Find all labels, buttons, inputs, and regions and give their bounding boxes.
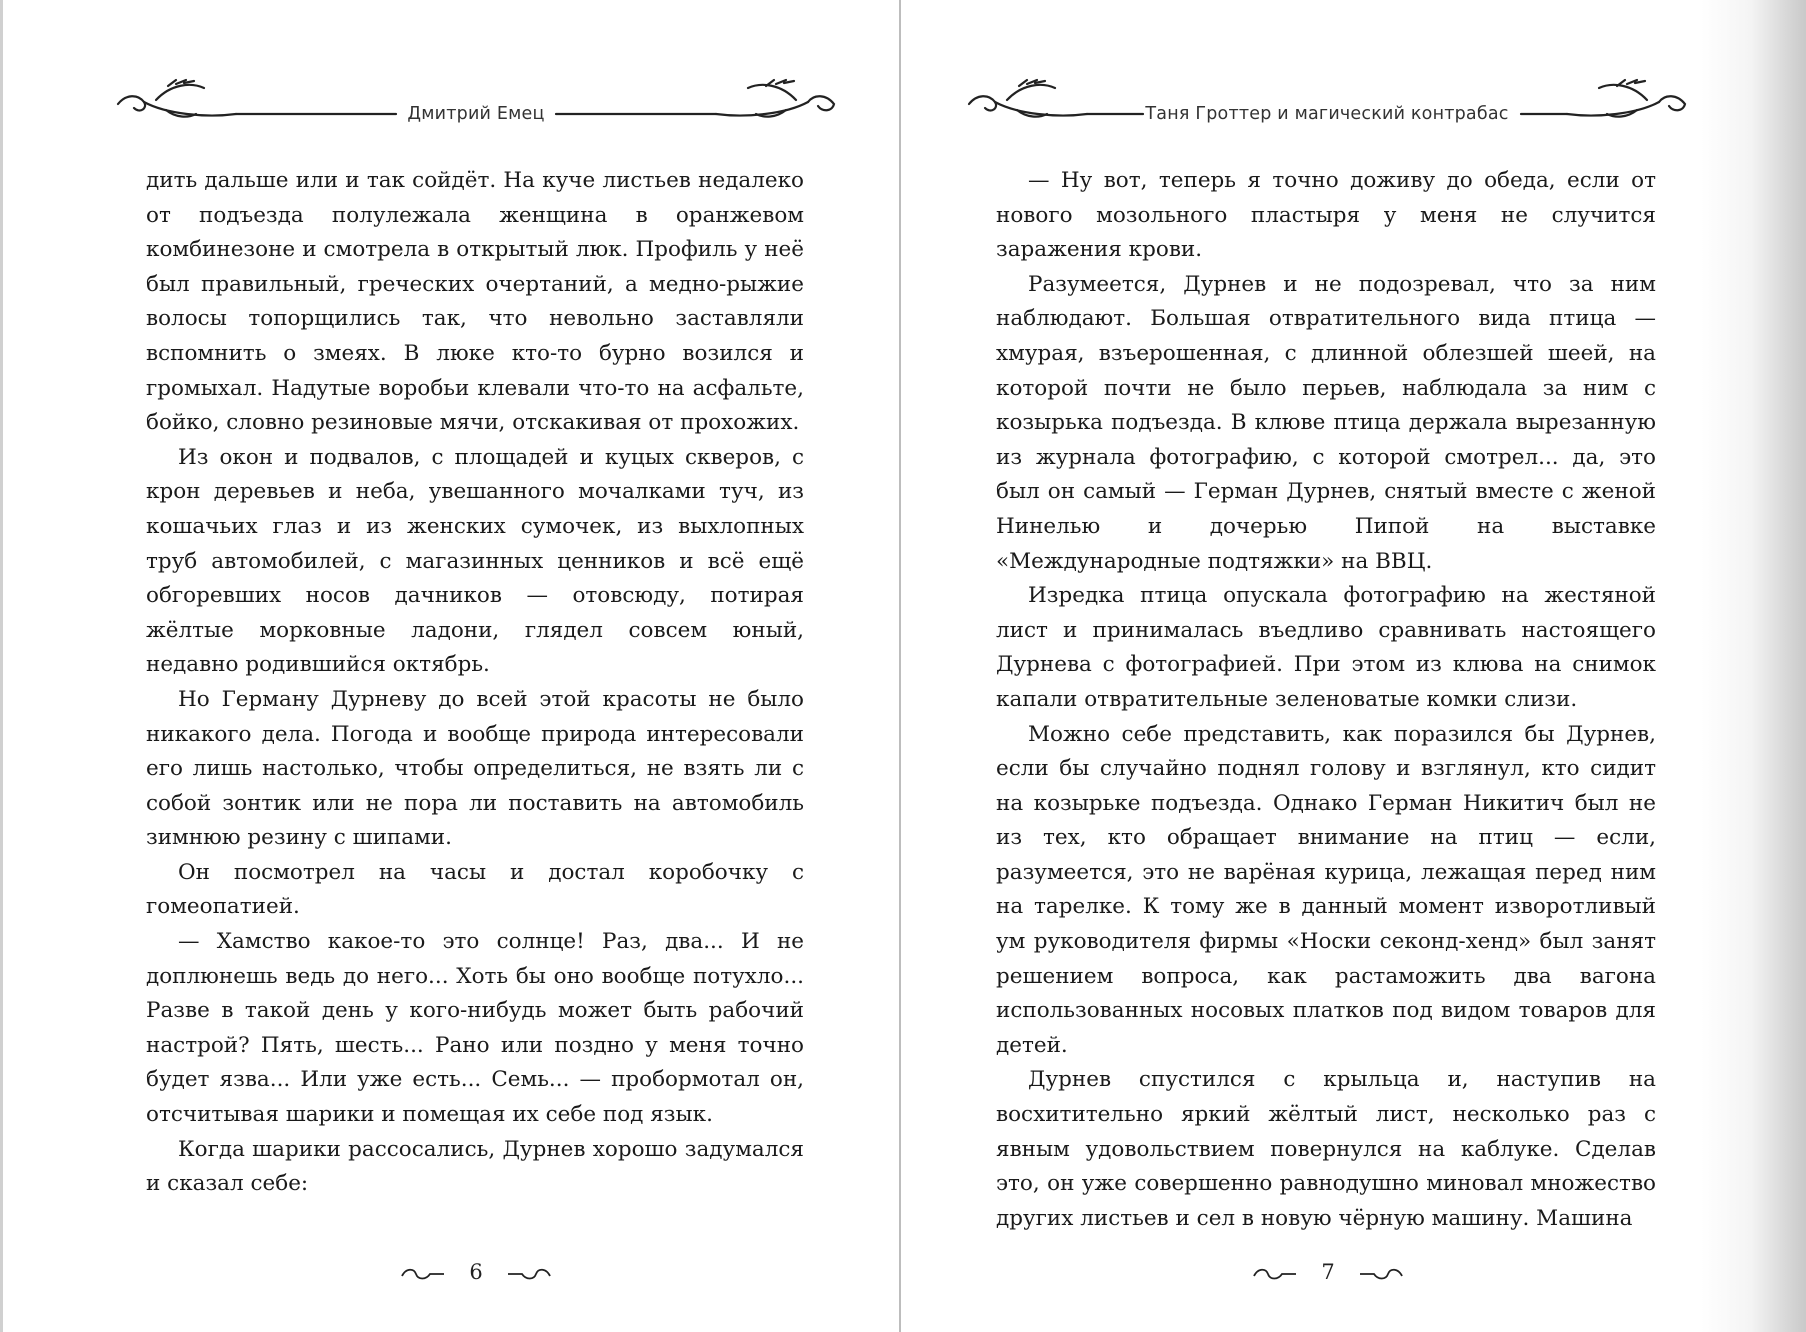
left-page-body <box>146 164 804 1202</box>
paragraph: Но Герману Дурневу до всей этой красоты не было никакого дела. Погода и вообще природа интересовали его лишь настолько, чтобы определиться, не взять ли с собой зонтик или не пора ли поставить на автомобиль зимнюю резину с шипами. <box>146 686 804 851</box>
right-page-header <box>967 74 1687 124</box>
paragraph: — Ну вот, теперь я точно доживу до обеда, если от нового мозольного пластыря у меня не случится заражения крови. <box>996 168 1656 263</box>
paragraph: Разумеется, Дурнев и не подозревал, что за ним наблюдают. Большая отвратительного вида птица — хмурая, взъерошенная, с длинной облезшей шеей, на которой почти не было перьев, наблюдала за ним с козырька подъезда. В клюве птица держала вырезанную из журнала фотографию, с которой смотрел... да, это был он самый — Герман Дурнев, снятый вместе с женой Нинелью и дочерью Пипой на выставке «Международные подтяжки» на ВВЦ. <box>996 271 1656 574</box>
paragraph: Он посмотрел на часы и достал коробочку с гомеопатией. <box>146 859 804 920</box>
page-number-flourish-icon <box>1358 1266 1404 1286</box>
running-header-title: Таня Гроттер и магический контрабас <box>1145 104 1509 124</box>
page-number-flourish-icon <box>506 1266 552 1286</box>
paragraph: Дурнев спустился с крыльца и, наступив на восхитительно яркий жёлтый лист, несколько раз с явным удовольствием повернулся на каблуке. Сделав это, он уже совершенно равнодушно миновал множество других листьев и сел в новую чёрную машину. Машина <box>996 1067 1656 1231</box>
right-page-body <box>996 164 1656 1236</box>
paragraph: Изредка птица опускала фотографию на жестяной лист и принималась въедливо сравнивать настоящего Дурнева с фотографией. При этом из клюва на снимок капали отвратительные зеленоватые комки слизи. <box>996 583 1656 712</box>
page-number: 7 <box>1321 1260 1335 1284</box>
paragraph: Можно себе представить, как поразился бы Дурнев, если бы случайно поднял голову и взглянул, кто сидит на козырьке подъезда. Однако Герман Никитич был не из тех, кто обращает внимание на птиц — если, разумеется, это не варёная курица, лежащая перед ним на тарелке. К тому же в данный момент изворотливый ум руководителя фирмы «Носки секонд-хенд» был занят решением вопроса, как растаможить два вагона использованных носовых платков под видом товаров для детей. <box>996 721 1656 1058</box>
left-page <box>0 0 900 1332</box>
right-page <box>901 0 1806 1332</box>
page-edge <box>0 0 3 1332</box>
paragraph: Из окон и подвалов, с площадей и куцых скверов, с крон деревьев и неба, увешанного мочалками туч, из кошачьих глаз и из женских сумочек, из выхлопных труб автомобилей, с магазинных ценников и всё ещё обгоревших носов дачников — отовсюду, потирая жёлтые морковные ладони, глядел совсем юный, недавно родившийся октябрь. <box>146 444 804 678</box>
page-number-right <box>1248 1258 1408 1288</box>
page-number: 6 <box>469 1260 483 1284</box>
running-header-title: Дмитрий Емец <box>407 104 545 124</box>
paragraph: дить дальше или и так сойдёт. На куче листьев недалеко от подъезда полулежала женщина в оранжевом комбинезоне и смотрела в открытый люк. Профиль у неё был правильный, греческих очертаний, а медно-рыжие волосы топорщились так, что невольно заставляли вспомнить о змеях. В люке кто-то бурно возился и громыхал. Надутые воробьи клевали что-то на асфальте, бойко, словно резиновые мячи, отскакивая от прохожих. <box>146 168 804 436</box>
left-page-header <box>116 74 836 124</box>
paragraph: Когда шарики рассосались, Дурнев хорошо задумался и сказал себе: <box>146 1136 804 1197</box>
page-number-left <box>396 1258 556 1288</box>
paragraph: — Хамство какое-то это солнце! Раз, два... И не доплюнешь ведь до него... Хоть бы оно вообще потухло... Разве в такой день у кого-нибудь может быть рабочий настрой? Пять, шесть... Рано или поздно у меня точно будет язва... Или уже есть... Семь... — пробормотал он, отсчитывая шарики и помещая их себе под язык. <box>146 929 804 1128</box>
